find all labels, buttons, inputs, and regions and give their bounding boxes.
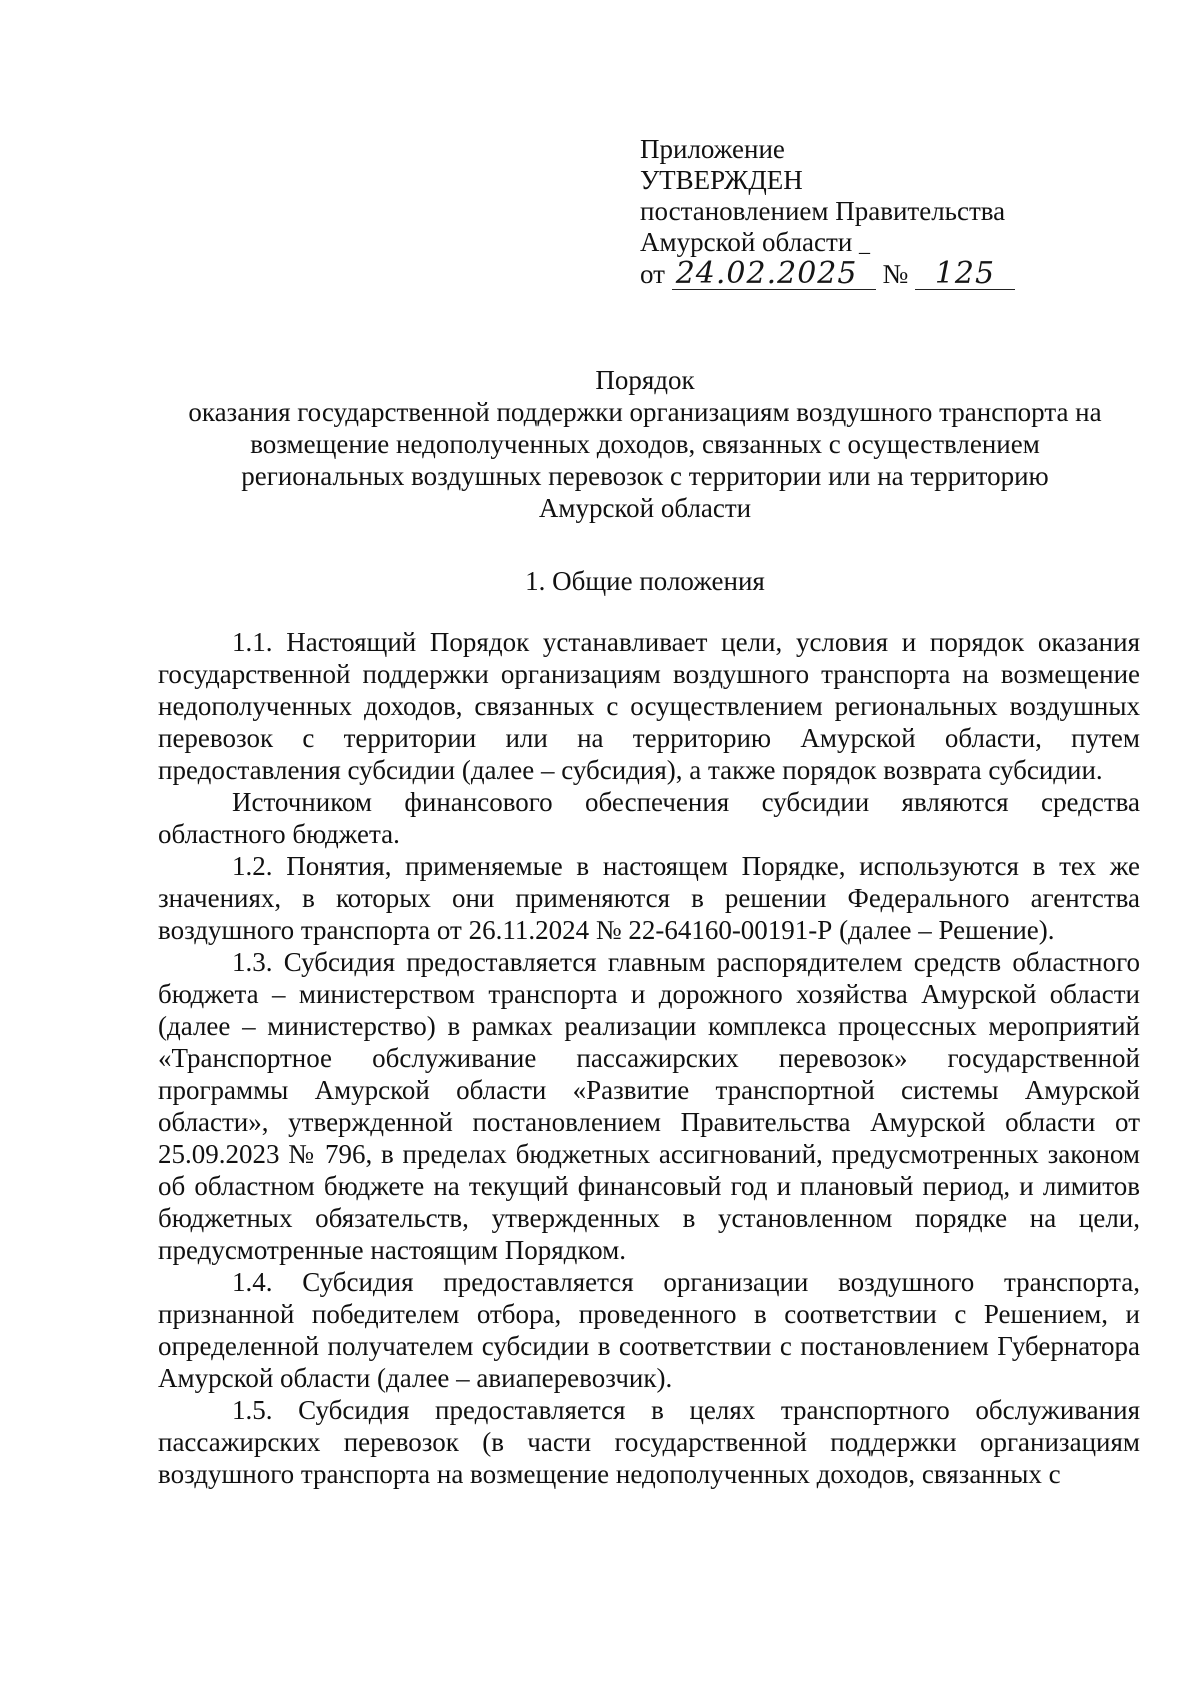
paragraph-1-5: 1.5. Субсидия предоставляется в целях транспортного обслуживания пассажирских перевозок (в части государственной поддержки организациям воздушного транспорта на возмещение недополученных доходов, связанных с	[158, 1395, 1140, 1489]
paragraph-1-4: 1.4. Субсидия предоставляется организации воздушного транспорта, признанной победителем отбора, проведенного в соответствии с Решением, и определенной получателем субсидии в соответствии с постановлением Губернатора Амурской области (далее – авиаперевозчик).	[158, 1267, 1140, 1393]
decree-label: постановлением Правительства	[640, 196, 1006, 226]
title-line-5: Амурской области	[538, 493, 752, 523]
paragraph-1-3: 1.3. Субсидия предоставляется главным распорядителем средств областного бюджета – министерством транспорта и дорожного хозяйства Амурской области (далее – министерство) в рамках реализации комплекса процессных мероприятий «Транспортное обслуживание пассажирских перевозок» государственной программы Амурской области «Развитие транспортной системы Амурской области», утвержденной постановлением Правительства Амурской области от 25.09.2023 № 796, в пределах бюджетных ассигнований, предусмотренных законом об областном бюджете на текущий финансовый год и плановый период, и лимитов бюджетных обязательств, утвержденных в установленном порядке на цели, предусмотренные настоящим Порядком.	[158, 947, 1140, 1265]
handwritten-date: 24.02.2025	[672, 259, 876, 290]
paragraph-funding-source: Источником финансового обеспечения субсидии являются средства областного бюджета.	[158, 787, 1140, 849]
approval-stamp	[640, 134, 1015, 293]
handwritten-number: 125	[915, 259, 1015, 290]
signature-dash: _	[859, 231, 871, 256]
section-heading: 1. Общие положения	[525, 566, 765, 596]
paragraph-1-2: 1.2. Понятия, применяемые в настоящем Порядке, используются в тех же значениях, в которых они применяются в решении Федерального агентства воздушного транспорта от 26.11.2024 № 22-64160-00191-Р (далее – Решение).	[158, 851, 1140, 945]
date-number-line	[640, 256, 1015, 293]
title-line-4: региональных воздушных перевозок с территории или на территорию	[241, 461, 1049, 491]
appendix-label: Приложение	[640, 134, 785, 164]
number-sign: №	[882, 259, 909, 289]
title-line-2: оказания государственной поддержки организациям воздушного транспорта на	[188, 397, 1102, 427]
title-line-1: Порядок	[595, 365, 695, 395]
title-line-3: возмещение недополученных доходов, связанных с осуществлением	[250, 429, 1040, 459]
region-label: Амурской области _	[640, 227, 871, 257]
document-title	[150, 364, 1140, 524]
document-body	[158, 626, 1140, 1490]
date-prefix: от	[640, 259, 665, 289]
approved-label: УТВЕРЖДЕН	[640, 165, 803, 195]
paragraph-1-1: 1.1. Настоящий Порядок устанавливает цели, условия и порядок оказания государственной поддержки организациям воздушного транспорта на возмещение недополученных доходов, связанных с осуществлением региональных воздушных перевозок с территории или на территорию Амурской области, путем предоставления субсидии (далее – субсидия), а также порядок возврата субсидии.	[158, 627, 1140, 785]
